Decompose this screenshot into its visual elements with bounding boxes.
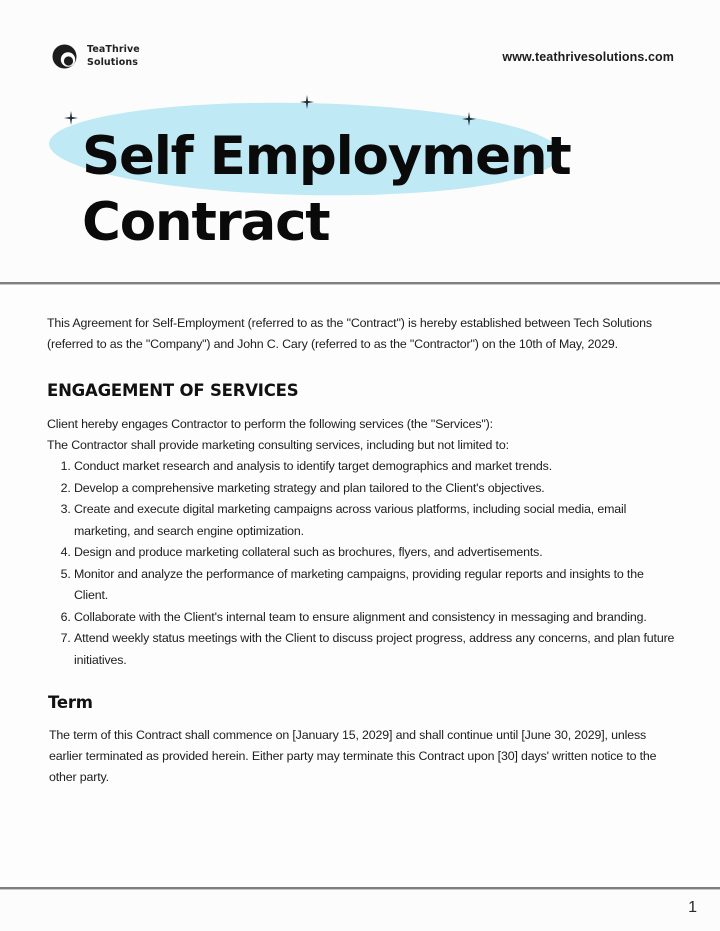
term-paragraph: The term of this Contract shall commence on [January 15, 2029] and shall continue until [June 30, 2029], unless earlier terminated as provided herein. Either party may terminate this Contract upon [30] days' written notice to the other party. [49, 728, 657, 784]
engagement-lead-line1: Client hereby engages Contractor to perform the following services (the "Services"): [47, 417, 493, 431]
document-body [47, 313, 677, 788]
term-heading: Term [48, 693, 93, 712]
company-name [87, 44, 140, 69]
list-item: 7. Attend weekly status meetings with the Client to discuss project progress, address any concerns, and plan future initiatives. [74, 628, 677, 671]
document-header [0, 0, 720, 283]
company-logo [52, 43, 140, 70]
engagement-lead-line2: The Contractor shall provide marketing consulting services, including but not limited to: [47, 438, 509, 452]
intro-paragraph: This Agreement for Self-Employment (referred to as the "Contract") is hereby established between Tech Solutions (referred to as the "Company") and John C. Cary (referred to as the "Contractor") on the 10th of May, 2029. [47, 316, 652, 351]
list-item: 2. Develop a comprehensive marketing strategy and plan tailored to the Client's objectives. [74, 478, 677, 500]
title-line2: Contract [82, 192, 330, 253]
title-line1: Self Employment [82, 126, 571, 187]
list-item: 6. Collaborate with the Client's internal team to ensure alignment and consistency in messaging and branding. [74, 607, 677, 629]
document-footer [0, 890, 720, 931]
header-divider [0, 282, 720, 285]
list-item: 3. Create and execute digital marketing campaigns across various platforms, including social media, email marketing, and search engine optimization. [74, 499, 677, 542]
services-list [47, 456, 677, 671]
list-item: 1. Conduct market research and analysis to identify target demographics and market trends. [74, 456, 677, 478]
engagement-heading: ENGAGEMENT OF SERVICES [47, 381, 299, 400]
sparkle-star-icon [64, 111, 78, 125]
page-number: 1 [688, 899, 697, 916]
sparkle-star-icon [300, 95, 314, 109]
crescent-logo-icon [52, 43, 78, 70]
company-name-line1: TeaThrive [87, 44, 140, 55]
footer-divider [0, 887, 720, 890]
list-item: 5. Monitor and analyze the performance of marketing campaigns, providing regular reports and insights to the Client. [74, 564, 677, 607]
document-title [82, 124, 571, 256]
list-item: 4. Design and produce marketing collateral such as brochures, flyers, and advertisements. [74, 542, 677, 564]
company-name-line2: Solutions [87, 56, 139, 68]
website-link[interactable]: www.teathrivesolutions.com [502, 50, 674, 64]
engagement-lead [47, 414, 677, 456]
